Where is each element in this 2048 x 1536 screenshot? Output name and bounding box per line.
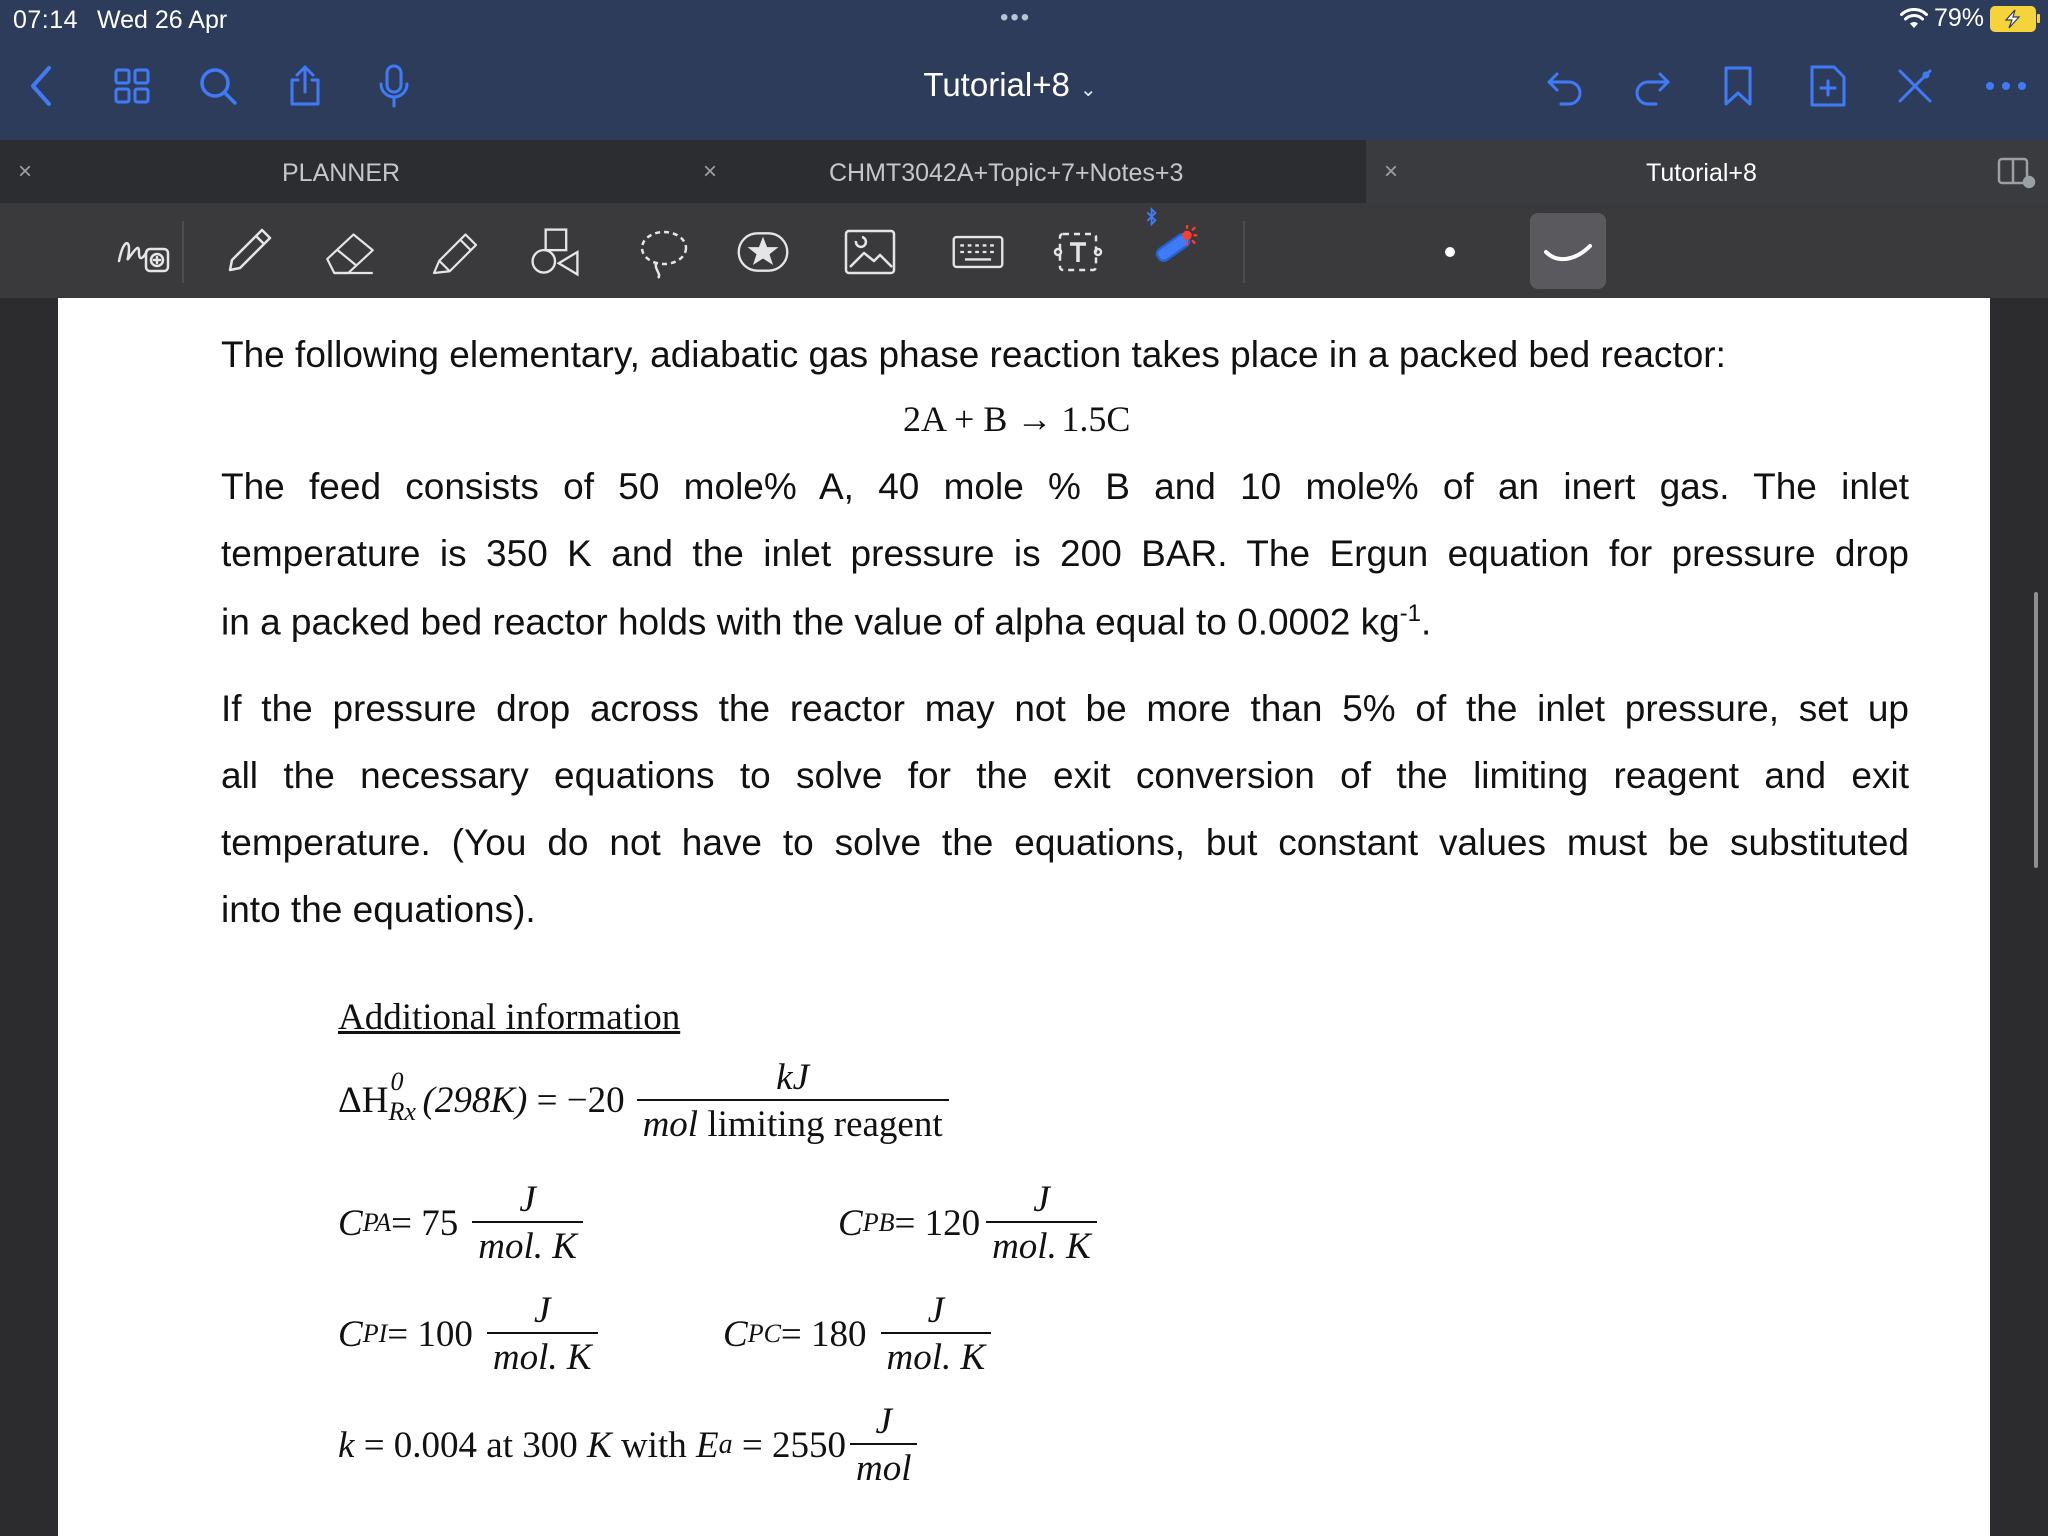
tab-chmt3042a[interactable] xyxy=(683,140,1366,203)
navigation-bar xyxy=(0,0,2048,140)
tab-planner[interactable] xyxy=(0,140,683,203)
share-icon[interactable] xyxy=(283,64,327,108)
back-icon[interactable] xyxy=(20,64,64,108)
search-icon[interactable] xyxy=(196,64,240,108)
shapes-tool-icon[interactable] xyxy=(527,225,583,279)
question-line: If the pressure drop across the reactor may not be more than 5% of the inlet pressure, set up xyxy=(221,688,1909,729)
tab-bar xyxy=(0,140,2048,203)
close-ai-icon[interactable] xyxy=(1893,64,1937,108)
reaction-equation: 2A + B → 1.5C xyxy=(903,399,1131,439)
status-right xyxy=(1900,4,2036,33)
laser-pointer-icon[interactable] xyxy=(1146,213,1202,267)
stroke-style-button[interactable] xyxy=(1530,213,1606,289)
eraser-tool-icon[interactable] xyxy=(322,225,378,279)
microphone-icon[interactable] xyxy=(372,64,416,108)
question-line: all the necessary equations to solve for the exit conversion of the limiting reagent and exit xyxy=(221,755,1909,796)
text-tool-icon[interactable] xyxy=(1050,225,1106,279)
stroke-size-dot-icon[interactable] xyxy=(1422,225,1478,279)
question-line-last: into the equations). xyxy=(221,889,536,930)
tab-label: PLANNER xyxy=(282,159,401,187)
toolbar-divider xyxy=(182,221,184,283)
chevron-down-icon: ⌄ xyxy=(1079,79,1097,101)
document-title[interactable]: Tutorial+8 ⌄ xyxy=(923,66,1097,103)
highlighter-tool-icon[interactable] xyxy=(427,225,483,279)
status-date: Wed 26 Apr xyxy=(97,6,228,34)
toolbar-divider xyxy=(1243,221,1245,283)
tab-label: CHMT3042A+Topic+7+Notes+3 xyxy=(829,159,1184,187)
cp-i-equation: C PI = 100 $\frac{J}{\text{mol. K}}$ xyxy=(338,1289,598,1379)
image-tool-icon[interactable] xyxy=(842,225,898,279)
feed-line: temperature is 350 K and the inlet pressure is 200 BAR. The Ergun equation for pressure drop xyxy=(221,533,1909,574)
feed-line-last: in a packed bed reactor holds with the value of alpha equal to 0.0002 $kg^{-1}$. xyxy=(221,600,1432,643)
multitasking-dots[interactable]: ••• xyxy=(1000,4,1032,31)
battery-percent: 79% xyxy=(1933,4,1984,32)
keyboard-tool-icon[interactable] xyxy=(950,225,1006,279)
redo-icon[interactable] xyxy=(1630,64,1674,108)
cp-a-equation: C PA = 75 $\frac{J}{\text{mol. K}}$ xyxy=(338,1178,583,1268)
split-view-icon[interactable] xyxy=(1996,154,2036,190)
tab-label: Tutorial+8 xyxy=(1646,159,1757,187)
enthalpy-equation: ΔH 0 Rx (298K) = −20 $\frac{kJ}{\text{mol limiting reagent}}$ xyxy=(338,1056,949,1146)
add-page-icon[interactable] xyxy=(1805,64,1849,108)
additional-info-heading: Additional information xyxy=(338,997,681,1038)
more-icon[interactable] xyxy=(1984,64,2028,108)
lasso-tool-icon[interactable] xyxy=(636,225,692,279)
undo-icon[interactable] xyxy=(1543,64,1587,108)
close-icon[interactable]: × xyxy=(703,158,718,185)
bookmark-icon[interactable] xyxy=(1716,64,1760,108)
favorites-star-icon[interactable] xyxy=(735,225,791,279)
wifi-icon xyxy=(1900,8,1928,30)
thumbnails-grid-icon[interactable] xyxy=(110,64,154,108)
intro-text: The following elementary, adiabatic gas phase reaction takes place in a packed bed reactor: xyxy=(221,334,1726,375)
handwriting-zoom-icon[interactable] xyxy=(115,225,171,279)
rate-constant-equation: k = 0.004 at 300 K with E a = 2550 $\frac{J}{\text{mol}}$ xyxy=(338,1400,917,1490)
close-icon[interactable]: × xyxy=(18,158,33,185)
status-time: 07:14 xyxy=(13,6,79,34)
question-line: temperature. (You do not have to solve the equations, but constant values must be substituted xyxy=(221,822,1909,863)
battery-icon xyxy=(1990,6,2036,32)
tab-tutorial-8[interactable] xyxy=(1366,140,2048,203)
document-page xyxy=(58,298,1990,1536)
close-icon[interactable]: × xyxy=(1384,158,1399,185)
feed-line: The feed consists of 50 mole% A, 40 mole % B and 10 mole% of an inert gas. The inlet xyxy=(221,466,1909,507)
annotation-toolbar xyxy=(0,203,2048,298)
pen-tool-icon[interactable] xyxy=(220,225,276,279)
cp-c-equation: C PC = 180 $\frac{J}{\text{mol. K}}$ xyxy=(723,1289,991,1379)
scrollbar[interactable] xyxy=(2034,592,2038,868)
cp-b-equation: C PB = 120 $\frac{J}{\text{mol. K}}$ xyxy=(838,1178,1097,1268)
